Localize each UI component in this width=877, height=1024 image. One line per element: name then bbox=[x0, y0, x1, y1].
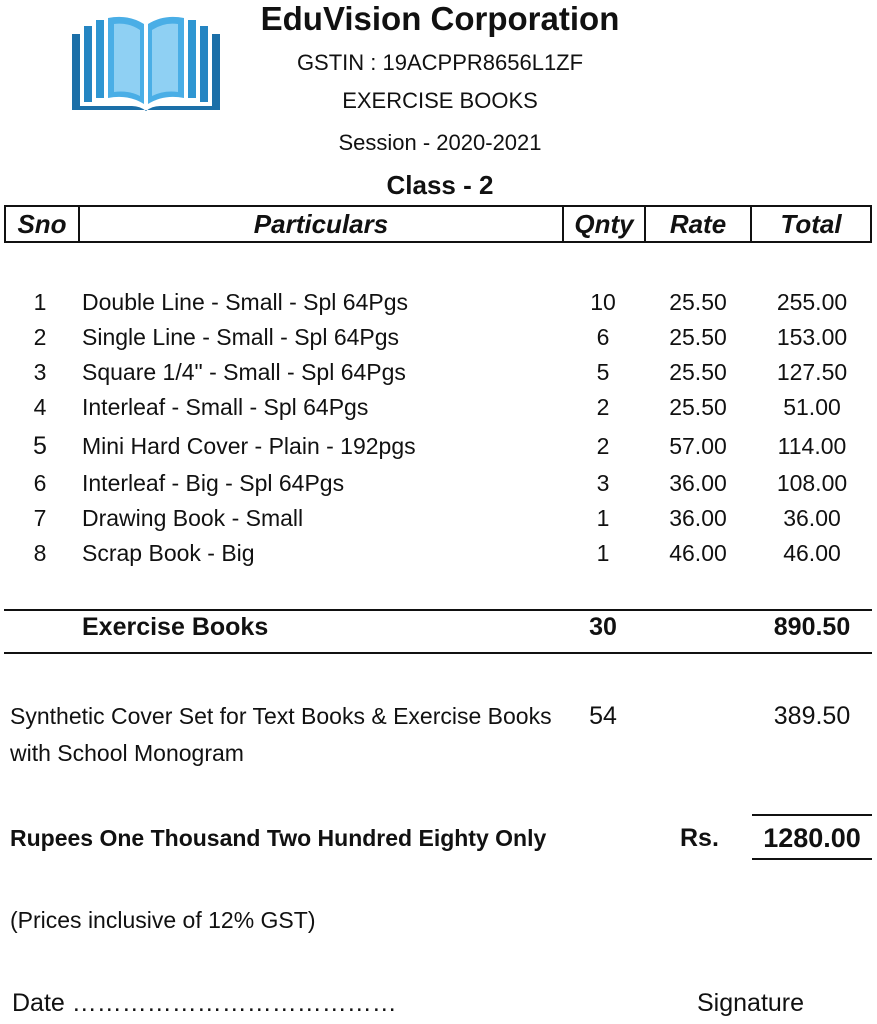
row-rate: 36.00 bbox=[669, 470, 727, 496]
amount-in-words: Rupees One Thousand Two Hundred Eighty Only bbox=[10, 825, 547, 851]
divider bbox=[4, 652, 872, 654]
row-rate: 25.50 bbox=[669, 324, 727, 350]
table-row bbox=[0, 501, 877, 535]
row-total: 36.00 bbox=[783, 505, 841, 531]
table-row bbox=[0, 285, 877, 319]
synthetic-cover-label: Synthetic Cover Set for Text Books & Exercise Books with School Monogram bbox=[10, 703, 552, 766]
row-sno: 7 bbox=[33, 505, 47, 531]
table-row bbox=[0, 536, 877, 570]
row-qty: 2 bbox=[596, 433, 610, 459]
divider bbox=[4, 609, 872, 611]
table-row bbox=[0, 320, 877, 354]
row-total: 114.00 bbox=[777, 433, 847, 459]
company-name: EduVision Corporation bbox=[260, 0, 620, 37]
signature-label: Signature bbox=[697, 989, 805, 1017]
row-total: 46.00 bbox=[783, 540, 841, 566]
column-header-sno: Sno bbox=[17, 209, 67, 239]
row-particulars: Double Line - Small - Spl 64Pgs bbox=[82, 289, 408, 315]
class-label: Class - 2 bbox=[386, 170, 494, 200]
row-qty: 2 bbox=[596, 394, 610, 420]
gst-note: (Prices inclusive of 12% GST) bbox=[10, 907, 316, 933]
session: Session - 2020-2021 bbox=[338, 130, 542, 155]
row-rate: 46.00 bbox=[669, 540, 727, 566]
table-row bbox=[0, 390, 877, 424]
gstin: GSTIN : 19ACPPR8656L1ZF bbox=[296, 50, 584, 75]
open-book-logo-icon bbox=[70, 12, 222, 112]
summary-qty: 30 bbox=[589, 613, 617, 641]
row-total: 153.00 bbox=[776, 324, 848, 350]
row-particulars: Interleaf - Small - Spl 64Pgs bbox=[82, 394, 369, 420]
row-sno: 8 bbox=[33, 540, 47, 566]
row-particulars: Interleaf - Big - Spl 64Pgs bbox=[82, 470, 345, 496]
row-particulars: Mini Hard Cover - Plain - 192pgs bbox=[82, 433, 416, 459]
column-header-qnty: Qnty bbox=[574, 209, 634, 239]
row-total: 127.50 bbox=[776, 359, 848, 385]
row-sno: 4 bbox=[33, 394, 47, 420]
row-rate: 25.50 bbox=[669, 289, 727, 315]
row-qty: 1 bbox=[596, 540, 610, 566]
row-qty: 1 bbox=[596, 505, 610, 531]
row-total: 108.00 bbox=[776, 470, 848, 496]
category-title: EXERCISE BOOKS bbox=[342, 88, 538, 113]
synthetic-cover-total: 389.50 bbox=[773, 702, 851, 730]
row-sno: 3 bbox=[33, 359, 47, 385]
row-rate: 25.50 bbox=[669, 359, 727, 385]
date-field: Date ………………………………… bbox=[12, 989, 397, 1017]
row-total: 51.00 bbox=[783, 394, 841, 420]
summary-label: Exercise Books bbox=[82, 613, 269, 641]
row-qty: 6 bbox=[596, 324, 610, 350]
row-rate: 25.50 bbox=[669, 394, 727, 420]
grand-total: 1280.00 bbox=[752, 814, 872, 860]
synthetic-cover-qty: 54 bbox=[589, 702, 617, 730]
row-rate: 36.00 bbox=[669, 505, 727, 531]
row-sno: 2 bbox=[33, 324, 47, 350]
row-qty: 3 bbox=[596, 470, 610, 496]
row-sno: 1 bbox=[33, 289, 47, 315]
table-row bbox=[0, 355, 877, 389]
table-header bbox=[4, 205, 872, 243]
column-header-total: Total bbox=[780, 209, 842, 239]
currency-label: Rs. bbox=[680, 824, 719, 852]
row-rate: 57.00 bbox=[669, 433, 727, 459]
summary-total: 890.50 bbox=[773, 613, 851, 641]
company-logo bbox=[70, 12, 222, 112]
row-particulars: Single Line - Small - Spl 64Pgs bbox=[82, 324, 400, 350]
table-row bbox=[0, 429, 877, 463]
row-particulars: Scrap Book - Big bbox=[82, 540, 255, 566]
column-header-rate: Rate bbox=[669, 209, 727, 239]
column-header-particulars: Particulars bbox=[253, 209, 389, 239]
row-sno: 6 bbox=[33, 470, 47, 496]
row-particulars: Drawing Book - Small bbox=[82, 505, 304, 531]
row-sno: 5 bbox=[33, 432, 47, 460]
row-total: 255.00 bbox=[776, 289, 848, 315]
table-row bbox=[0, 466, 877, 500]
row-particulars: Square 1/4" - Small - Spl 64Pgs bbox=[82, 359, 406, 385]
row-qty: 5 bbox=[596, 359, 610, 385]
row-qty: 10 bbox=[590, 289, 616, 315]
